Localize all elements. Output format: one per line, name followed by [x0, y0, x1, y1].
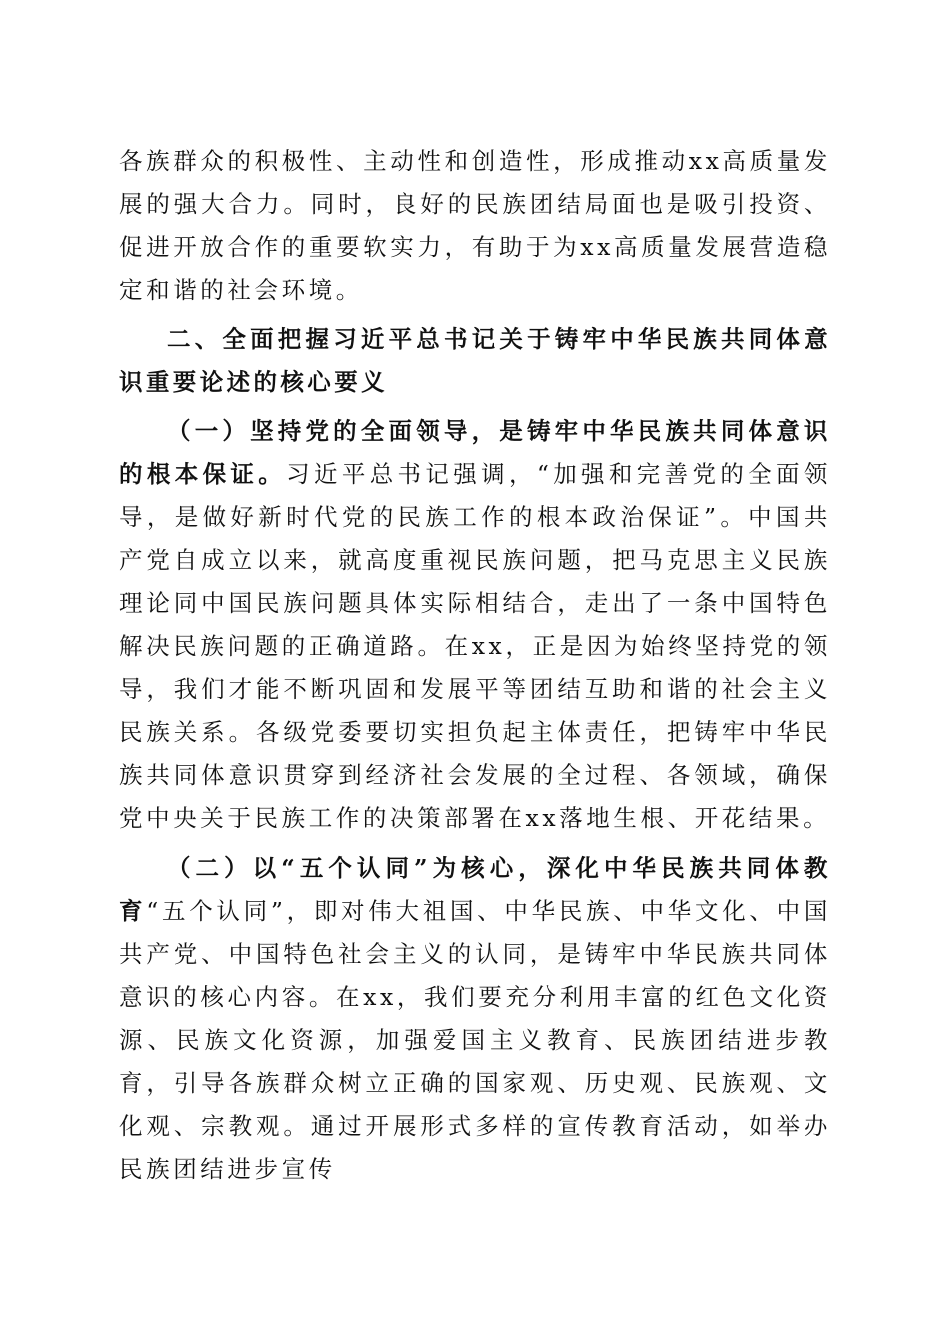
paragraph-party-leadership — [119, 410, 831, 840]
paragraph-text: 习近平总书记强调，“加强和完善党的全面领导，是做好新时代党的民族工作的根本政治保证”。中国共产党自成立以来，就高度重视民族问题，把马克思主义民族理论同中国民族问题具体实际相结合，走出了一条中国特色解决民族问题的正确道路。在xx，正是因为始终坚持党的领导，我们才能不断巩固和发展平等团结互助和谐的社会主义民族关系。各级党委要切实担负起主体责任，把铸牢中华民族共同体意识贯穿到经济社会发展的全过程、各领域，确保党中央关于民族工作的决策部署在xx落地生根、开花结果。 — [119, 460, 831, 832]
subsection-lead: （二）以“五个认同”为核心，深化中华民族共同体教育 — [119, 854, 831, 925]
paragraph-five-identities — [119, 847, 831, 1191]
paragraph-text: “五个认同”，即对伟大祖国、中华民族、中华文化、中国共产党、中国特色社会主义的认同，是铸牢中华民族共同体意识的核心内容。在xx，我们要充分利用丰富的红色文化资源、民族文化资源，加强爱国主义教育、民族团结进步教育，引导各族群众树立正确的国家观、历史观、民族观、文化观、宗教观。通过开展形式多样的宣传教育活动，如举办民族团结进步宣传 — [119, 897, 831, 1183]
section-heading: 二、全面把握习近平总书记关于铸牢中华民族共同体意识重要论述的核心要义 — [119, 325, 831, 396]
document-body — [119, 140, 831, 1191]
subsection-lead: （一）坚持党的全面领导，是铸牢中华民族共同体意识的根本保证。 — [119, 417, 831, 488]
paragraph-continuation: 各族群众的积极性、主动性和创造性，形成推动xx高质量发展的强大合力。同时，良好的民族团结局面也是吸引投资、促进开放合作的重要软实力，有助于为xx高质量发展营造稳定和谐的社会环境。 — [119, 147, 831, 304]
